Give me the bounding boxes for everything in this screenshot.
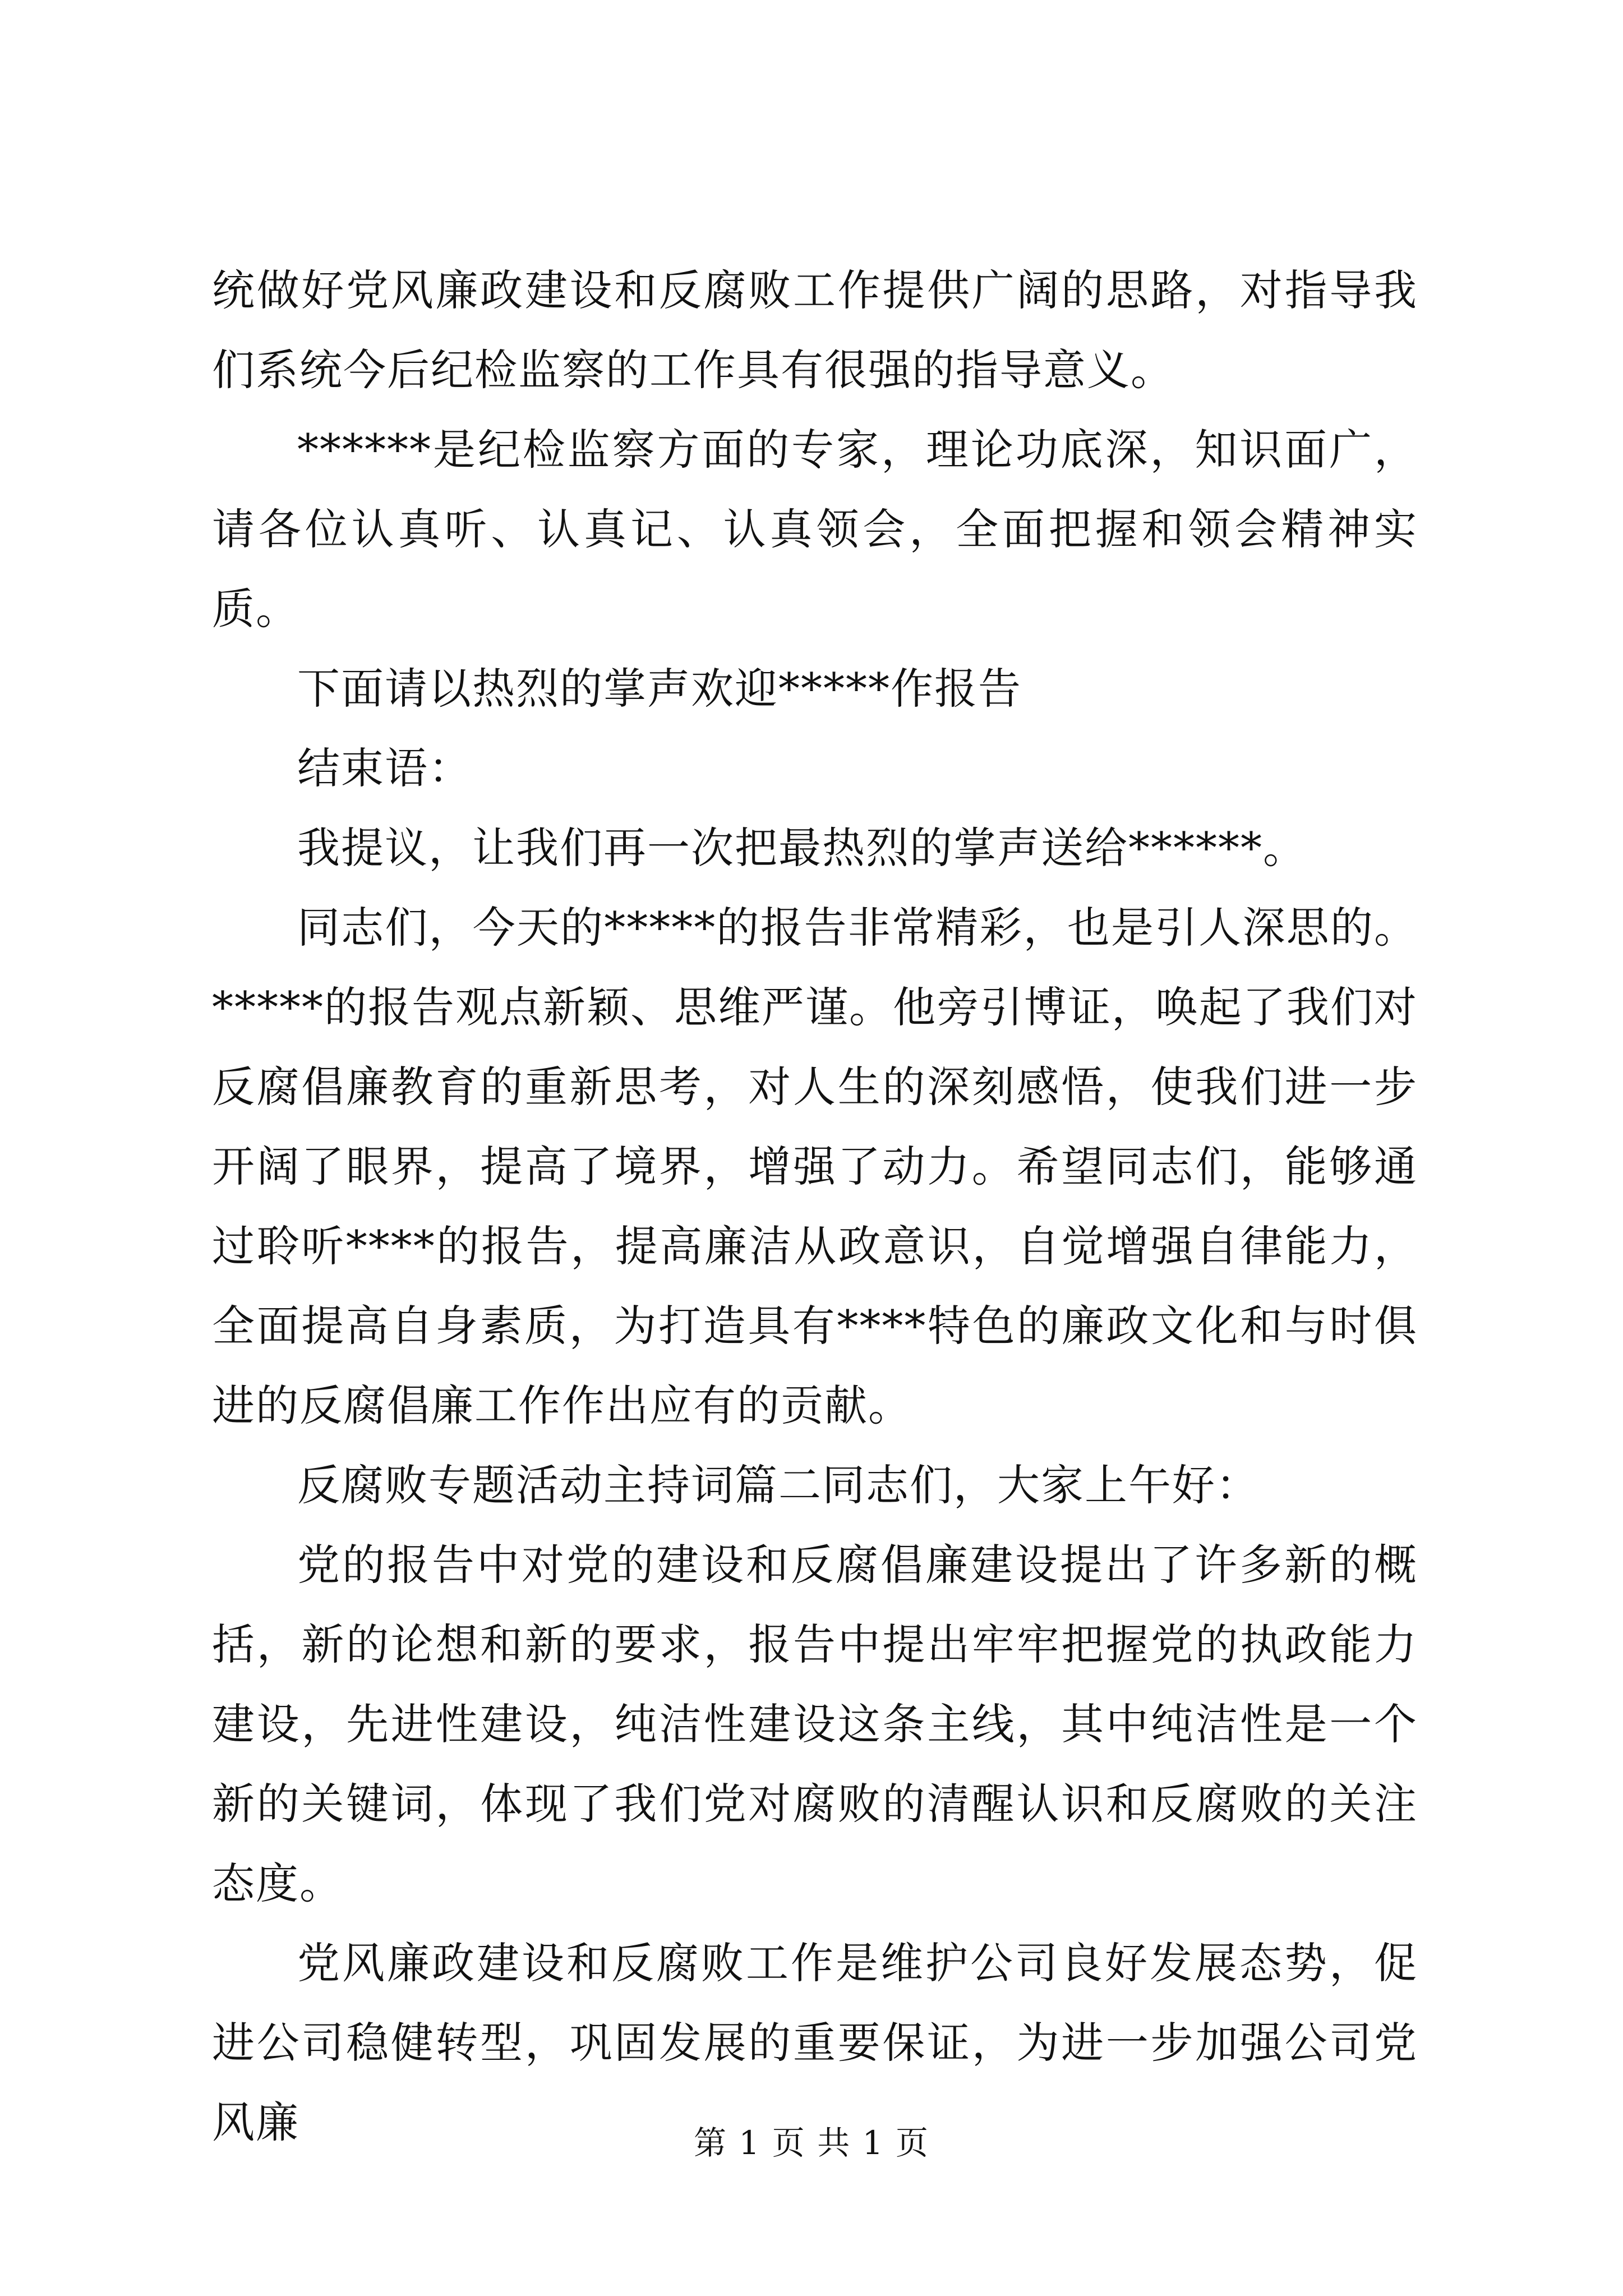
paragraph: 下面请以热烈的掌声欢迎*****作报告 — [297, 664, 1022, 714]
paragraph: 反腐败专题活动主持词篇二同志们，大家上午好： — [297, 1460, 1260, 1510]
document-body — [212, 251, 1418, 2162]
paragraph: 党风廉政建设和反腐败工作是维护公司良好发展态势，促进公司稳健转型，巩固发展的重要保证，为进一步加强公司党风廉 — [212, 1938, 1418, 2147]
paragraph: 同志们，今天的*****的报告非常精彩，也是引人深思的。*****的报告观点新颖、思维严谨。他旁引博证，唤起了我们对反腐倡廉教育的重新思考，对人生的深刻感悟，使我们进一步开阔了眼界，提高了境界，增强了动力。希望同志们，能够通过聆听****的报告，提高廉洁从政意识，自觉增强自律能力，全面提高自身素质，为打造具有****特色的廉政文化和与时俱进的反腐倡廉工作作出应有的贡献。 — [212, 903, 1418, 1430]
paragraph: 统做好党风廉政建设和反腐败工作提供广阔的思路，对指导我们系统今后纪检监察的工作具有很强的指导意义。 — [212, 265, 1418, 395]
paragraph: 我提议，让我们再一次把最热烈的掌声送给******。 — [297, 823, 1307, 873]
paragraph: ******是纪检监察方面的专家，理论功底深，知识面广，请各位认真听、认真记、认真领会，全面把握和领会精神实质。 — [212, 425, 1418, 634]
paragraph: 党的报告中对党的建设和反腐倡廉建设提出了许多新的概括，新的论想和新的要求，报告中提出牢牢把握党的执政能力建设，先进性建设，纯洁性建设这条主线，其中纯洁性是一个新的关键词，体现了我们党对腐败的清醒认识和反腐败的关注态度。 — [212, 1540, 1418, 1908]
page-footer: 第 1 页 共 1 页 — [694, 2124, 929, 2162]
paragraph: 结束语： — [297, 743, 472, 793]
